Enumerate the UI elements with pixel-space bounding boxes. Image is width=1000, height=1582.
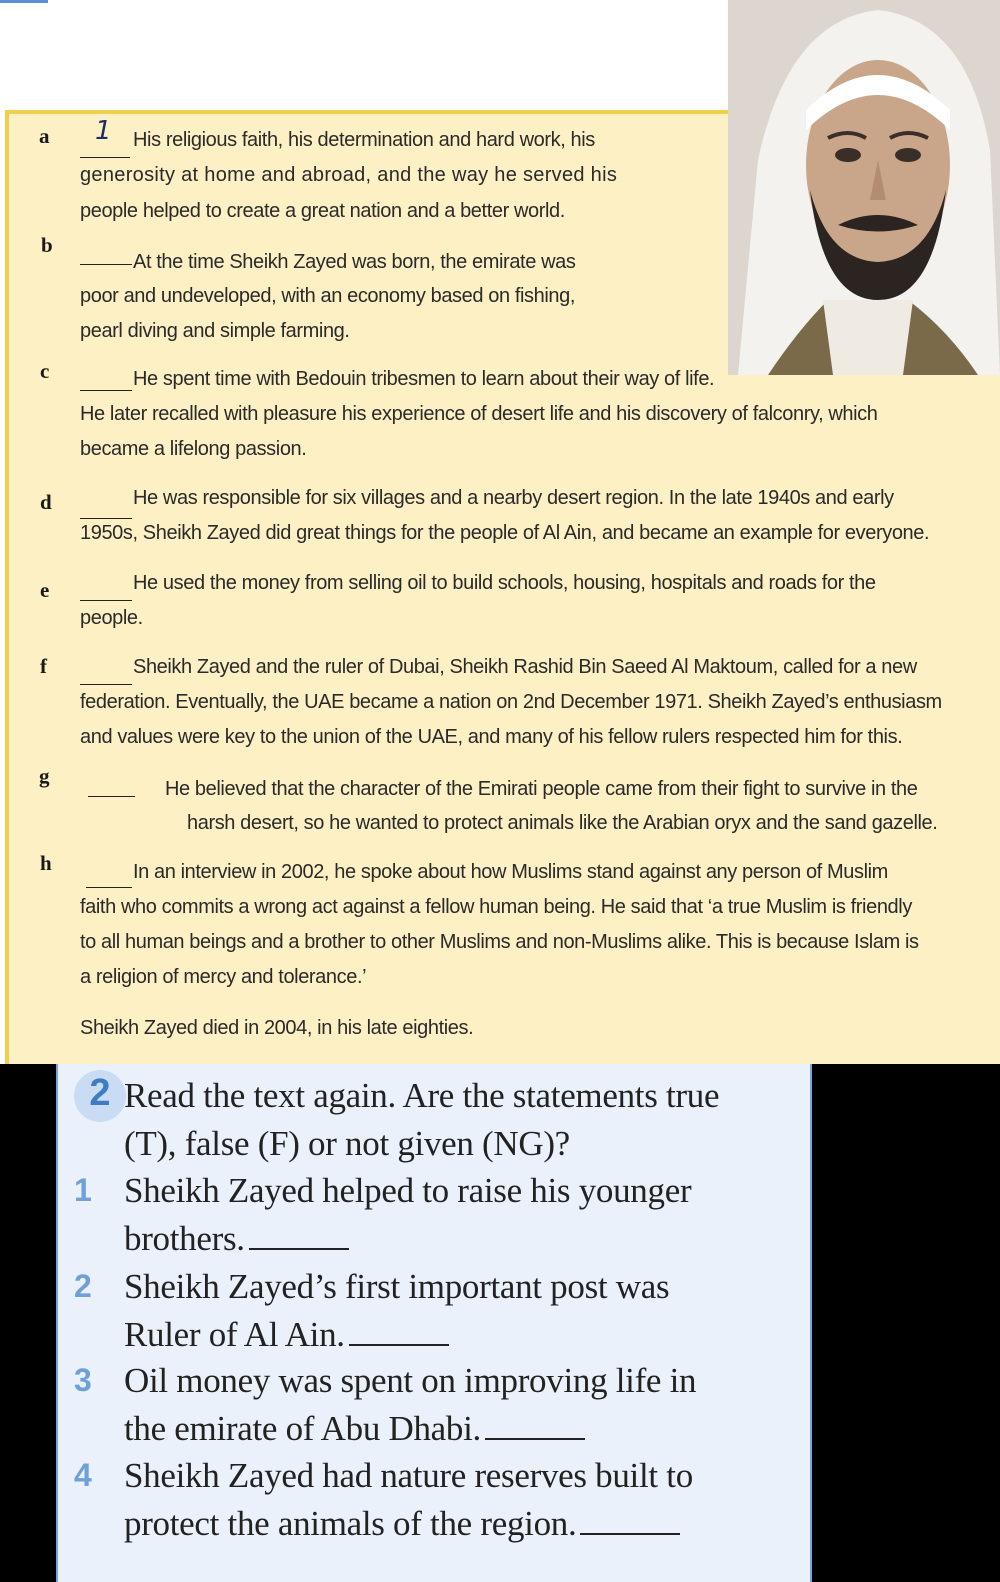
exercise-number-badge: [74, 1070, 126, 1122]
paragraph-f-line-2: federation. Eventually, the UAE became a nation on 2nd December 1971. Sheikh Zayed’s enthusiasm: [80, 691, 942, 713]
paragraph-b-line-1: At the time Sheikh Zayed was born, the emirate was: [133, 251, 576, 273]
statement-1-line-2: [124, 1215, 349, 1263]
top-edge-mark: [0, 0, 48, 3]
statement-4-text-2: protect the animals of the region.: [124, 1504, 577, 1543]
paragraph-b-letter: b: [41, 233, 53, 257]
paragraph-a-line-3: people helped to create a great nation and a better world.: [80, 200, 565, 222]
paragraph-a-line-1: His religious faith, his determination and hard work, his: [133, 129, 595, 151]
paragraph-c-letter: c: [40, 359, 50, 383]
portrait-illustration: [728, 0, 1000, 375]
statement-3-line-1: Oil money was spent on improving life in: [124, 1361, 697, 1400]
paragraph-b-line-2: poor and undeveloped, with an economy based on fishing,: [80, 285, 576, 307]
paragraph-a-letter: a: [39, 124, 50, 148]
paragraph-d-letter: d: [40, 490, 52, 514]
statement-1-answer-blank[interactable]: [249, 1248, 349, 1250]
paragraph-g-letter: g: [39, 764, 50, 788]
paragraph-e-line-2: people.: [80, 607, 143, 629]
instruction-line-2: (T), false (F) or not given (NG)?: [124, 1124, 570, 1163]
paragraph-c-line-3: became a lifelong passion.: [80, 438, 307, 460]
statement-4-number: 4: [74, 1457, 92, 1493]
instruction-line-1: Read the text again. Are the statements true: [124, 1076, 720, 1115]
statement-2-number: 2: [74, 1268, 92, 1304]
paragraph-h-line-3: to all human beings and a brother to other Muslims and non-Muslims alike. This is because Islam is: [80, 931, 919, 953]
portrait-image: [728, 0, 1000, 375]
statement-2-text-2: Ruler of Al Ain.: [124, 1315, 345, 1354]
statement-4-answer-blank[interactable]: [580, 1533, 680, 1535]
paragraph-c-blank[interactable]: [80, 390, 132, 391]
statement-3-line-2: [124, 1405, 585, 1453]
paragraph-f-letter: f: [40, 654, 47, 678]
paragraph-f-line-1: Sheikh Zayed and the ruler of Dubai, Sheikh Rashid Bin Saeed Al Maktoum, called for a new: [133, 656, 917, 678]
paragraph-b-line-3: pearl diving and simple farming.: [80, 320, 350, 342]
paragraph-g-blank[interactable]: [88, 796, 135, 797]
paragraph-h-line-1: In an interview in 2002, he spoke about how Muslims stand against any person of Muslim: [133, 861, 888, 883]
statement-2-line-1: Sheikh Zayed’s first important post was: [124, 1267, 670, 1306]
paragraph-d-line-2: 1950s, Sheikh Zayed did great things for the people of Al Ain, and became an example for everyone.: [80, 522, 930, 544]
closing-sentence: Sheikh Zayed died in 2004, in his late eighties.: [80, 1017, 474, 1039]
statement-3-number: 3: [74, 1362, 92, 1398]
statement-3-text-2: the emirate of Abu Dhabi.: [124, 1409, 481, 1448]
statement-1-text-2: brothers.: [124, 1219, 245, 1258]
paragraph-a-line-2: generosity at home and abroad, and the way he served his: [80, 164, 618, 186]
paragraph-a-answer: 1: [95, 116, 112, 146]
paragraph-f-line-3: and values were key to the union of the UAE, and many of his fellow rulers respected him for this.: [80, 726, 903, 748]
statement-2-answer-blank[interactable]: [349, 1344, 449, 1346]
statement-3-answer-blank[interactable]: [485, 1438, 585, 1440]
statement-1-line-1: Sheikh Zayed helped to raise his younger: [124, 1171, 692, 1210]
paragraph-h-line-2: faith who commits a wrong act against a fellow human being. He said that ‘a true Muslim is friendly: [80, 896, 912, 918]
paragraph-h-line-4: a religion of mercy and tolerance.’: [80, 966, 367, 988]
paragraph-h-blank[interactable]: [86, 887, 132, 888]
statement-4-line-2: [124, 1500, 680, 1548]
paragraph-g-line-1: He believed that the character of the Emirati people came from their fight to survive in the: [165, 778, 918, 800]
statement-4-line-1: Sheikh Zayed had nature reserves built to: [124, 1456, 693, 1495]
paragraph-b-blank[interactable]: [80, 264, 132, 265]
exercise-number: 2: [89, 1072, 111, 1114]
statement-1-number: 1: [74, 1172, 92, 1208]
paragraph-c-line-2: He later recalled with pleasure his experience of desert life and his discovery of falconry, which: [80, 403, 878, 425]
paragraph-h-letter: h: [40, 851, 52, 875]
paragraph-d-line-1: He was responsible for six villages and a nearby desert region. In the late 1940s and early: [133, 487, 894, 509]
paragraph-e-line-1: He used the money from selling oil to build schools, housing, hospitals and roads for the: [133, 572, 876, 594]
paragraph-e-letter: e: [40, 578, 50, 602]
exercise-panel: [56, 1064, 812, 1582]
paragraph-c-line-1: He spent time with Bedouin tribesmen to learn about their way of life.: [133, 368, 715, 390]
statement-2-line-2: [124, 1311, 449, 1359]
paragraph-g-line-2: harsh desert, so he wanted to protect animals like the Arabian oryx and the sand gazelle.: [187, 812, 938, 834]
